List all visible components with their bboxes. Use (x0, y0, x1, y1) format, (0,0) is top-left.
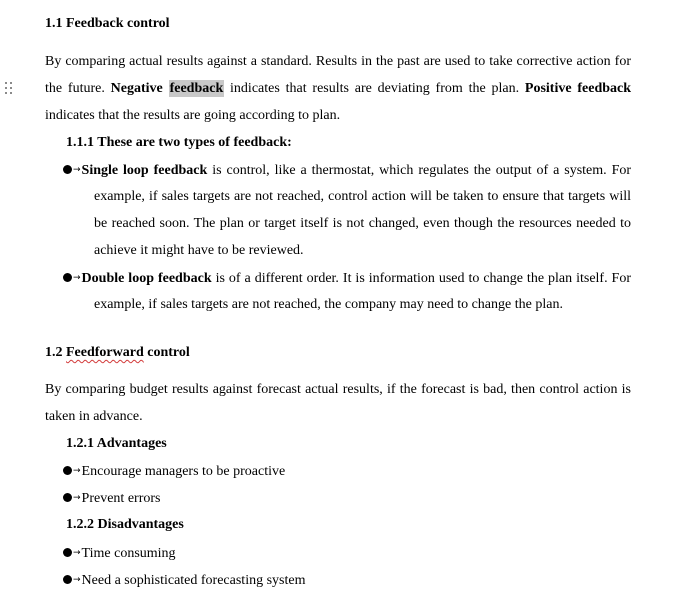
drag-handle-icon[interactable] (4, 82, 14, 98)
bullet-icon (63, 273, 72, 282)
list-item (63, 544, 176, 563)
tab-arrow-icon: → (73, 466, 81, 476)
bullet-term: Single loop feedback (81, 163, 208, 178)
bullet-text: is control, like a thermostat, which regulates the output of a system. For (212, 163, 632, 178)
heading-1-1-1: 1.1.1 These are two types of feedback: (66, 135, 292, 150)
text-run: indicates that results are deviating from the plan. (230, 81, 520, 96)
bullet-text: Need a sophisticated forecasting system (81, 573, 306, 588)
tab-arrow-icon: → (73, 273, 81, 283)
bullet-icon (63, 165, 72, 174)
bullet-text: Time consuming (81, 546, 176, 561)
para-1-1-line-2 (45, 80, 631, 98)
para-1-2-line-2: taken in advance. (45, 409, 143, 424)
list-item (63, 571, 305, 590)
tab-arrow-icon: → (73, 575, 81, 585)
bullet-icon (63, 548, 72, 557)
bullet-icon (63, 493, 72, 502)
bullet-icon (63, 575, 72, 584)
heading-1-2-1: 1.2.1 Advantages (66, 436, 167, 451)
tab-arrow-icon: → (73, 165, 81, 175)
list-item (63, 269, 631, 288)
para-1-2-line-1: By comparing budget results against forecast actual results, if the forecast is bad, then control action is (45, 382, 631, 397)
heading-1-1: 1.1 Feedback control (45, 16, 170, 31)
heading-1-2-2: 1.2.2 Disadvantages (66, 517, 184, 532)
bullet-1-line-2: example, if sales targets are not reached, control action will be taken to ensure that targets will (94, 189, 631, 204)
heading-text: control (147, 345, 190, 360)
bullet-1-line-3: be reached soon. The plan or target itself is not changed, even though the resources needed to (94, 216, 631, 231)
text-run: the future. (45, 81, 105, 96)
para-1-1-line-3: indicates that the results are going according to plan. (45, 108, 341, 123)
bullet-text: Prevent errors (81, 491, 161, 506)
text-run-bold: Negative (110, 81, 163, 96)
tab-arrow-icon: → (73, 493, 81, 503)
list-item (63, 161, 631, 180)
list-item (63, 462, 285, 481)
bullet-2-line-2: example, if sales targets are not reached, the company may need to change the plan. (94, 297, 563, 312)
bullet-icon (63, 466, 72, 475)
text-run-bold: Positive feedback (524, 81, 632, 96)
bullet-term: Double loop feedback (81, 271, 212, 286)
heading-1-2 (45, 344, 190, 362)
highlighted-word[interactable]: feedback (169, 81, 224, 96)
spellcheck-word[interactable]: Feedforward (66, 345, 144, 360)
list-item (63, 489, 160, 508)
bullet-text: is of a different order. It is information used to change the plan itself. For (215, 271, 632, 286)
para-1-1-line-1: By comparing actual results against a standard. Results in the past are used to take corrective action for (45, 54, 631, 69)
tab-arrow-icon: → (73, 548, 81, 558)
heading-number: 1.2 (45, 345, 63, 360)
bullet-text: Encourage managers to be proactive (81, 464, 286, 479)
bullet-1-line-4: achieve it might have to be reviewed. (94, 243, 304, 258)
